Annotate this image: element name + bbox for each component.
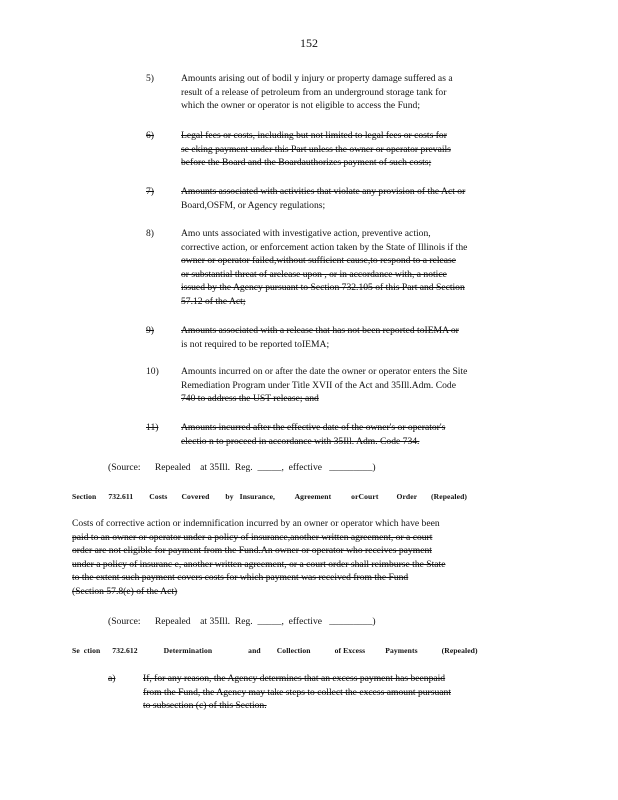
text-line: Amounts arising out of bodil y injury or property damage suffered as a xyxy=(181,73,453,84)
struck-line: (Section 57.8(e) of the Act) xyxy=(72,585,178,597)
text-line: Board,OSFM, or Agency regulations; xyxy=(181,199,326,211)
item-number: 6) xyxy=(146,130,154,141)
item-text xyxy=(181,365,546,406)
item-text xyxy=(143,672,538,713)
text-line: corrective action, or enforcement action taken by the State of Illinois if the xyxy=(181,241,468,253)
item-number: a) xyxy=(108,673,116,684)
struck-line: order are not eligible for payment from the Fund.An owner or operator who receives payment xyxy=(72,545,432,557)
struck-line: se eking payment under this Part unless the owner or operator prevails xyxy=(181,143,451,155)
section-heading-732-611: Section 732.611 Costs Covered by Insurance, Agreement orCourt Order (Repealed) xyxy=(72,492,468,501)
source-note: (Source: Repealed at 35Ill. Reg. _____, effective _________) xyxy=(108,462,376,473)
item-number: 11) xyxy=(146,422,159,433)
text-line: result of a release of petroleum from an underground storage tank for xyxy=(181,86,447,98)
text-line: Costs of corrective action or indemnification incurred by an owner or operator which have been xyxy=(72,518,440,529)
section-paragraph xyxy=(72,517,532,599)
struck-line: Amounts associated with activities that violate any provision of the Act or xyxy=(181,186,466,197)
item-text xyxy=(181,324,546,351)
item-number: 5) xyxy=(146,73,154,84)
struck-line: If, for any reason, the Agency determines that an excess payment has beenpaid xyxy=(143,673,446,684)
struck-line: owner or operator failed,without sufficient cause,to respond to a release xyxy=(181,255,457,267)
struck-line: paid to an owner or operator under a policy of insurance,another written agreement, or a court xyxy=(72,531,433,543)
item-text xyxy=(181,421,546,448)
text-line: is not required to be reported toIEMA; xyxy=(181,338,330,350)
item-number: 9) xyxy=(146,325,154,336)
struck-line: 57.12 of the Act; xyxy=(181,295,246,307)
struck-line: from the Fund, the Agency may take steps to collect the excess amount pursuant xyxy=(143,686,451,698)
struck-line: under a policy of insuranc e, another written agreement, or a court order shall reimburse the State xyxy=(72,558,446,570)
item-number: 8) xyxy=(146,228,154,239)
text-line: Amounts incurred on or after the date the owner or operator enters the Site xyxy=(181,366,468,377)
item-text xyxy=(181,227,546,309)
struck-line: 740 to address the UST release; and xyxy=(181,393,319,405)
struck-line: issued by the Agency pursuant to Section 732.105 of this Part and Section xyxy=(181,282,465,294)
section-heading-732-612: Se ction 732.612 Determination and Collection of Excess Payments (Repealed) xyxy=(72,646,478,655)
struck-line: to subsection (c) of this Section. xyxy=(143,700,267,712)
struck-line: or substantial threat of arelease upon , or in accordance with, a notice xyxy=(181,268,447,280)
struck-line: to the extent such payment covers costs for which payment was received from the Fund xyxy=(72,572,409,584)
text-line: Amo unts associated with investigative action, preventive action, xyxy=(181,228,431,239)
struck-line: Amounts incurred after the effective date of the owner's or operator's xyxy=(181,422,446,433)
text-line: Remediation Program under Title XVII of the Act and 35Ill.Adm. Code xyxy=(181,379,456,391)
text-line: which the owner or operator is not eligible to access the Fund; xyxy=(181,100,420,112)
struck-line: electio n to proceed in accordance with 35Ill. Adm. Code 734. xyxy=(181,435,420,447)
item-number: 10) xyxy=(146,366,159,377)
struck-line: before the Board and the Boardauthorizes payment of such costs; xyxy=(181,157,432,169)
struck-line: Legal fees or costs, including but not limited to legal fees or costs for xyxy=(181,130,447,141)
item-text xyxy=(181,129,546,170)
item-text xyxy=(181,72,546,113)
page-number: 152 xyxy=(300,36,318,50)
item-number: 7) xyxy=(146,186,154,197)
source-note: (Source: Repealed at 35Ill. Reg. _____, effective _________) xyxy=(108,616,376,627)
item-text xyxy=(181,185,546,212)
struck-line: Amounts associated with a release that has not been reported toIEMA or xyxy=(181,325,459,336)
